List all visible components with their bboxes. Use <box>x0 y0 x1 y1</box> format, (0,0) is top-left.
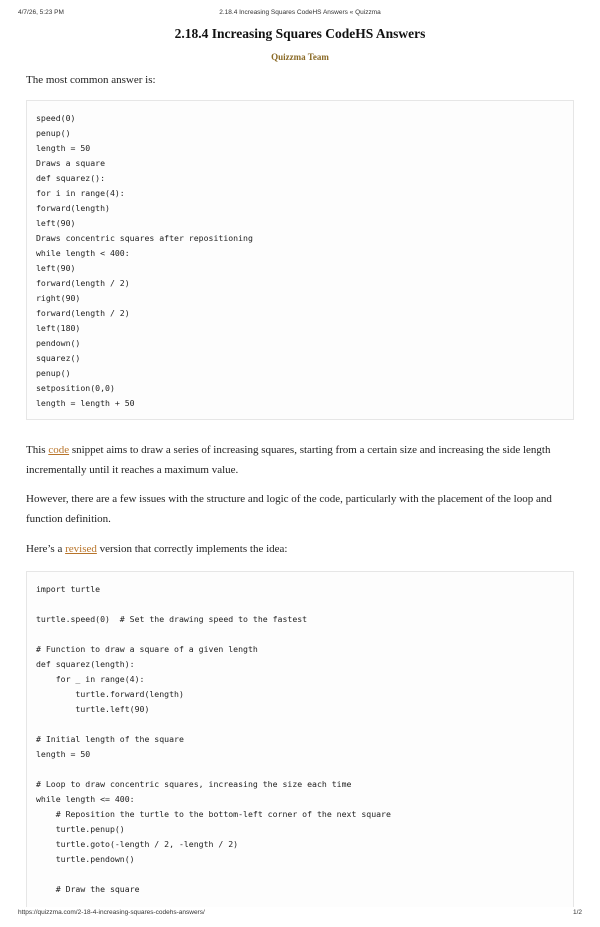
article-title: 2.18.4 Increasing Squares CodeHS Answers <box>174 26 426 41</box>
code-line: forward(length) <box>36 203 110 213</box>
code-line: def squarez(): <box>36 173 106 183</box>
code-line: left(90) <box>36 263 76 273</box>
code-block-original <box>26 100 574 420</box>
code-line: left(180) <box>36 323 81 333</box>
code-line <box>36 627 573 642</box>
code-line: turtle.forward(length) <box>36 689 184 699</box>
code-line: while length < 400: <box>36 248 130 258</box>
p3-text-after: version that correctly implements the idea: <box>96 543 288 555</box>
code-line: Draws a square <box>36 158 106 168</box>
code-line: right(90) <box>36 293 81 303</box>
code-line: turtle.goto(-length / 2, -length / 2) <box>36 839 239 849</box>
code-line: turtle.speed(0) # Set the drawing speed to the fastest <box>36 614 308 624</box>
code-line: # Initial length of the square <box>36 734 184 744</box>
code-line: squarez() <box>36 353 81 363</box>
code-line: def squarez(length): <box>36 659 135 669</box>
code-line: # Reposition the turtle to the bottom-left corner of the next square <box>36 809 391 819</box>
print-url: https://quizzma.com/2-18-4-increasing-squares-codehs-answers/ <box>18 909 205 916</box>
paragraph-revised-intro <box>26 539 574 559</box>
p1-text-before: This <box>26 444 49 456</box>
p1-text-after: snippet aims to draw a series of increasing squares, starting from a certain size and increasing the side length incrementally until it reaches a maximum value. <box>26 444 551 476</box>
code-link[interactable]: code <box>48 444 70 456</box>
code-line: for i in range(4): <box>36 188 125 198</box>
print-page-title: 2.18.4 Increasing Squares CodeHS Answers « Quizzma <box>219 9 381 16</box>
revised-link[interactable]: revised <box>65 543 97 555</box>
code-line: import turtle <box>36 584 101 594</box>
code-block-revised <box>26 571 574 907</box>
code-line: penup() <box>36 368 71 378</box>
print-page-number: 1/2 <box>572 909 582 916</box>
code-line <box>36 597 573 612</box>
print-datetime: 4/7/26, 5:23 PM <box>18 9 64 16</box>
code-line: penup() <box>36 128 71 138</box>
intro-text: The most common answer is: <box>26 74 156 86</box>
code-line: forward(length / 2) <box>36 278 130 288</box>
code-line: turtle.penup() <box>36 824 125 834</box>
article-author[interactable]: Quizzma Team <box>271 52 329 62</box>
code-line: # Loop to draw concentric squares, increasing the size each time <box>36 779 352 789</box>
code-line: left(90) <box>36 218 76 228</box>
code-line <box>36 717 573 732</box>
code-line <box>36 762 573 777</box>
code-line: setposition(0,0) <box>36 383 115 393</box>
code-line: forward(length / 2) <box>36 308 130 318</box>
code-line: turtle.left(90) <box>36 704 150 714</box>
code-line: length = 50 <box>36 143 91 153</box>
code-line: turtle.pendown() <box>36 854 135 864</box>
paragraph-description <box>26 440 574 480</box>
p3-text-before: Here’s a <box>26 543 66 555</box>
code-line <box>36 867 573 882</box>
code-line: pendown() <box>36 338 81 348</box>
code-line: speed(0) <box>36 113 76 123</box>
code-line: # Draw the square <box>36 884 140 894</box>
code-line: for _ in range(4): <box>36 674 145 684</box>
code-line: Draws concentric squares after repositioning <box>36 233 253 243</box>
code-line: length = 50 <box>36 749 91 759</box>
paragraph-issues: However, there are a few issues with the structure and logic of the code, particularly with the placement of the loop and function definition. <box>26 493 552 525</box>
code-line: length = length + 50 <box>36 398 135 408</box>
code-line: while length <= 400: <box>36 794 135 804</box>
code-line: # Function to draw a square of a given length <box>36 644 258 654</box>
